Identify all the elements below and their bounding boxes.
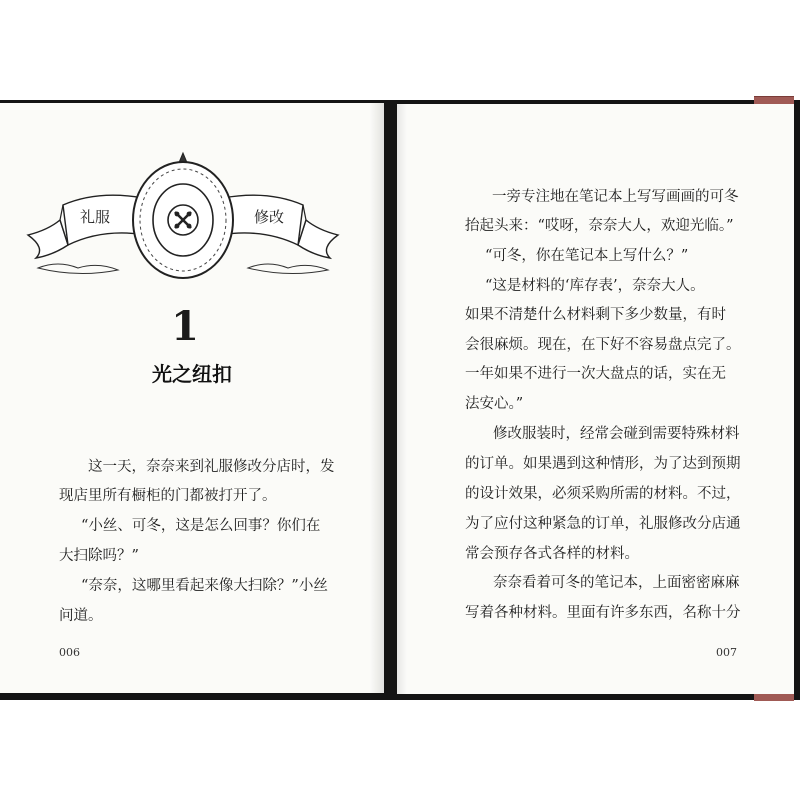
body-line: 写着各种材料。里面有许多东西，名称十分 [465, 605, 741, 621]
cloud-flourish [248, 264, 328, 274]
cloud-flourish [38, 264, 118, 274]
body-line: 这一天，奈奈来到礼服修改分店时，发 [88, 459, 335, 475]
body-line: 如果不清楚什么材料剩下多少数量，有时 [465, 307, 726, 323]
body-line: “可冬，你在笔记本上写什么？” [485, 248, 689, 264]
body-line: 现店里所有橱柜的门都被打开了。 [59, 488, 277, 504]
body-line: 会很麻烦。现在，在下好不容易盘点完了。 [465, 337, 741, 353]
page-number-right: 007 [716, 646, 737, 659]
gutter-shadow [397, 104, 407, 694]
body-line: 大扫除吗？” [59, 548, 139, 564]
body-line: “奈奈，这哪里看起来像大扫除？”小丝 [81, 578, 328, 594]
page-number-left: 006 [59, 646, 80, 659]
body-line: 常会预存各式各样的材料。 [465, 546, 639, 562]
ribbon-right-label: 修改 [254, 208, 285, 226]
gutter-shadow [370, 103, 384, 693]
body-line: 抬起头来：“哎呀，奈奈大人，欢迎光临。” [465, 218, 734, 234]
ribbon-button-illustration [18, 150, 348, 290]
chapter-emblem [18, 150, 348, 290]
body-line: “这是材料的‘库存表’，奈奈大人。 [485, 278, 705, 294]
ribbon-left-label: 礼服 [80, 208, 111, 226]
body-line: 为了应付这种紧急的订单，礼服修改分店通 [465, 516, 741, 532]
body-line: 法安心。” [465, 396, 524, 412]
body-line: 一年如果不进行一次大盘点的话，实在无 [465, 366, 726, 382]
body-line: 的订单。如果遇到这种情形，为了达到预期 [465, 456, 741, 472]
body-line: 奈奈看着可冬的笔记本，上面密密麻麻 [493, 575, 740, 591]
chapter-title: 光之纽扣 [152, 362, 232, 386]
body-line: 的设计效果，必须采购所需的材料。不过， [465, 486, 741, 502]
body-line: 一旁专注地在笔记本上写写画画的可冬 [492, 189, 739, 205]
chapter-number: 1 [171, 303, 199, 350]
body-line: “小丝、可冬，这是怎么回事？你们在 [81, 518, 321, 534]
body-line: 问道。 [59, 608, 103, 624]
body-line: 修改服装时，经常会碰到需要特殊材料 [493, 426, 740, 442]
